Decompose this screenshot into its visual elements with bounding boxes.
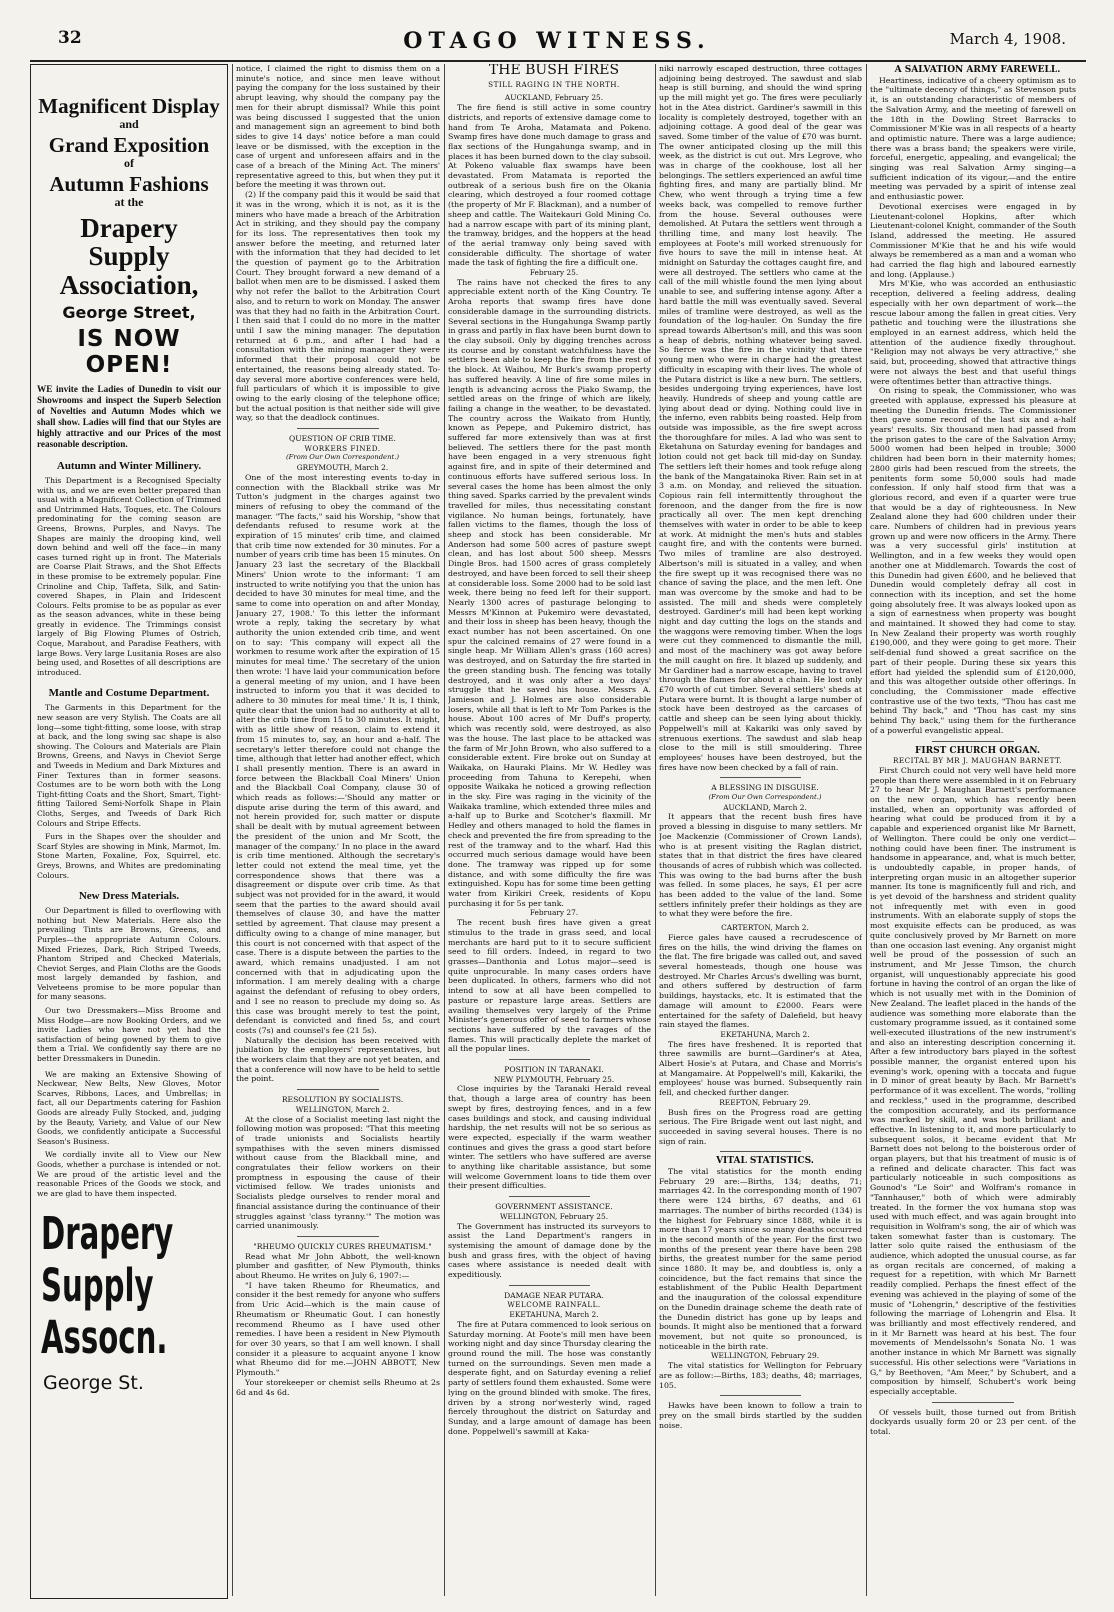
ad-now-open: IS NOW OPEN! [77, 325, 181, 378]
ad-dressmakers-text: Our two Dressmakers—Miss Broome and Miss Hodge—are now Booking Orders, and we invite Ladies who have not yet had the satisfaction of being gowned by them to give them a Trial. We confidently say there are no better Dressmakers in Dunedin. [37, 1006, 221, 1064]
article-paragraph: Fierce gales have caused a recrudescence of fires on the hills, the wind driving the flames on the flat. The fire brigade was called out, and saved several homesteads, though one house was destroyed. Mr Charles Arcus's dwelling was burnt, and others suffered by destruction of farm buildings, haystacks, etc. It is estimated that the damage will amount to £2000. Fears were entertained for the safety of Dalefield, but heavy rain stayed the flames. [659, 932, 862, 1030]
correspondent-credit: (From Our Own Correspondent.) [285, 453, 400, 462]
dateline: February 27. [529, 908, 579, 918]
salvation-army-heading: A SALVATION ARMY FAREWELL. [894, 65, 1061, 75]
article-separator [720, 1151, 801, 1152]
header-rule [30, 60, 1086, 62]
correspondent-credit: (From Our Own Correspondent.) [708, 793, 822, 802]
newspaper-title: OTAGO WITNESS. [403, 28, 711, 54]
dateline: WELLINGTON, February 25. [499, 1211, 609, 1221]
article-separator [932, 1402, 1014, 1403]
article-separator [932, 741, 1014, 742]
article-paragraph: Bush fires on the Progress road are getting serious. The Fire Brigade went out last night, and succeeded in saving several houses. There is no sign of rain. [659, 1107, 862, 1146]
ad-mantle-heading: Mantle and Costume Department. [48, 687, 210, 700]
article-paragraph: The rains have not checked the fires to any appreciable extent north of the King Country. Te Aroha reports that swamp fires have done considerable damage in the surrounding districts. Several sections in the Hungahunga Swamp partly in grass and partly in flax have been burnt down to the clay subsoil. Only by digging trenches across its course and by constant watchfulness have the settlers been able to keep the fire from the rest of the block. At Waihou, Mr Burk's swamp property has suffered heavily. A line of fire some miles in length is advancing across the Piako Swamp, the settled areas on the fringe of which are likely, failing a change in the weather, to be devastated. The country across the Waikato from Huntly, known as Pepepe, and Pukemiro district, has suffered far more extensively than was at first believed. The settlers there for the past month have been engaged in a very strenuous fight against fire, and in spite of their determined and continuous efforts have suffered serious loss. In several cases the home has been almost the only thing saved. Sparks carried by the prevalent winds travelled for miles, thus necessitating constant vigilance. No human beings, fortunately, have fallen victims to the flames, though the loss of sheep and stock has been considerable. Mr Anderson had some 500 acres of pasture swept clean, and has lost about 500 sheep. Messrs Dingle Bros. had 1500 acres of grass completely destroyed, and have been forced to sell their sheep at considerable loss. Some 2000 had to be sold last week, there being no feed left for their support. Nearly 1300 acres of pasturage belonging to Messrs M'Kinnon at Pukemiro were devastated, and their loss in sheep has been heavy, though the exact number has not been ascertained. On one spur the calcined remains of 27 were found in a single heap. Mr William Allen's grass (160 acres) was destroyed, and on Saturday the fire started in the green standing bush. The fencing was totally destroyed, and it was only after a two days' struggle that he saved his house. Messrs A. Jamieson and J. Holmes are also considerable losers, while all that is left to Mr Tom Parkes is the house. About 100 acres of Mr Duff's property, which was recently sold, were destroyed, as also was the house. The last place to be attacked was the farm of Mr John Brown, who also suffered to a considerable extent. Fire broke out on Sunday at Waikaka, on Hauraki Plains. Mr W. Hedley was proceeding from Tahuna to Kerepehi, when opposite Waikaka he noticed a growing reflection in the sky. Fire was raging in the vicinity of the Waikaka tramline, which extended three miles and a-half up to Burke and Scotcher's flaxmill. Mr Hedley and others managed to hold the flames in check and prevented the fire from spreading to the rest of the tramway and to the wharf. Had this occurred much serious damage would have been done. The tramway was ripped up for some distance, and with some difficulty the fire was extinguished. Kopu has for some time been getting water from Kirikiri Creek, residents of Kopu purchasing it for 5s per tank. [448, 277, 651, 908]
ad-and: and [119, 117, 139, 132]
article-paragraph: Naturally the decision has been received with jubilation by the employers' representatives, but the workers claim that they are not yet beaten, and that a conference will now have to be held to settle the point. [236, 1035, 440, 1084]
article-separator [509, 1196, 590, 1197]
column-divider [866, 64, 867, 1596]
column-2 [236, 64, 440, 1599]
article-separator [509, 1059, 590, 1060]
article-paragraph: On rising to speak, the Commissioner, who was greeted with applause, expressed his pleasure at meeting the Dunedin friends. The Commissioner then gave some record of the last six and a-half years' results. Six thousand men had passed from the prison gates to the care of the Salvation Army; 5000 women had been helped in trouble; 3000 children had been born in their maternity homes; 2800 girls had been rescued from the streets, the penitents form some 50,000 souls had made confession. If only half stood firm that was a glorious record, and even if a quarter were true that would be a day of righteousness. In New Zealand alone they had 600 children under their care. Numbers of children had in previous years grown up and were now officers in the Army. There was a very successful girls' institution at Wellington, and in a few weeks they would open another one at Middlemarch. Towards the cost of this Dunedin had given £600, and he believed that Dunedin would completely defray all cost in connection with its inception, and set the home going absolutely free. It was always looked upon as a sign of earnestness when property was bought and maintained. It showed they had come to stay. In New Zealand their property was worth roughly £190,000, and they were going to get more. Their self-denial fund showed a great sacrifice on the part of their people. During these six years this effort had yielded the splendid sum of £120,000, and this was altogether outside other offerings. In concluding, the Commissioner made effective contrastive use of the two texts, "Thou has cast me behind Thy back," and "Thou has cast my sins behind Thy back," using them for the furtherance of a powerful evangelistic appeal. [870, 386, 1076, 735]
ad-association: Association, [59, 269, 199, 300]
putara-heading: DAMAGE NEAR PUTARA. [504, 1290, 604, 1300]
putara-subheading: WELCOME RAINFALL. [507, 1300, 601, 1310]
ad-mantle-text: The Garments in this Department for the new season are very Stylish. The Coats are all long—some tight-fitting, some loose, with strap at back, and the long swing sac shape is also showing. The Colours and Materials are Plain Browns, Greens, and Navys in Cheviot Serge and Tweeds in Medium and Dark Mixtures and Finer Textures than in former seasons. Costumes are to be worn both with the Long Tight-fitting Coats and the Short, Smart, Tight-fitting Tailored Semi-Norfolk Shape in Plain Cloths, Serges, and Tweeds of Dark Rich Colours and Stripe Effects. [37, 703, 221, 828]
article-separator [297, 428, 379, 429]
article-paragraph: The fire fiend is still active in some country districts, and reports of extensive damage come to hand from Te Aroha, Matamata and Pokeno. Swamp fires have done much damage to grass and flax sections of the Hungahunga swamp, and in places it has been burned down to the clay subsoil. At Pokeno valuable flax swamps have been devastated. From Matamata is reported the outbreak of a serious bush fire on the Okania clearing, which destroyed a four roomed cottage (the property of Mr F. Blackman), and a number of sheep and cattle. The Waitekauri Gold Mining Co. had a narrow escape with part of its mining plant, the tramway, bridges, and the hoppers at the head of the aerial tramway only being saved with considerable difficulty. The shortage of water made the task of fighting the fire a difficult one. [448, 103, 651, 268]
column-divider [444, 64, 445, 1596]
article-paragraph: It appears that the recent bush fires have proved a blessing in disguise to many settlers. Mr Joe Mackenzie (Commissioner of Crown Lands), who is at present visiting the Raglan district, states that in that district the fires have cleared thousands of acres of rubbish which was collected. This was owing to the bad burns after the bush was felled. In some places, he says, £1 per acre has been added to the value of the land. Some settlers infinitely prefer their holdings as they are to what they were before the fire. [659, 812, 862, 919]
ad-address: George St. [43, 1372, 144, 1395]
ad-of: of [124, 156, 134, 171]
dateline: GREYMOUTH, March 2. [296, 463, 389, 473]
dateline: EKETAHUNA, March 2. [509, 1310, 599, 1320]
dateline: CARTERTON, March 2. [721, 923, 809, 933]
article-paragraph: The fire at Putara commenced to look serious on Saturday morning. At Foote's mill men have been working night and day since Thursday clearing the ground round the mill. The hose was constantly turned on the surroundings. Seven men made a desperate fight, and on Saturday evening a relief party of settlers found them exhausted. Some were lying on the ground blinded with smoke. The fires, driven by a strong nor'westerly wind, raged fiercely throughout the district on Saturday and Sunday, and a large amount of damage has been done. Poppelwell's sawmill at Kaka- [448, 1319, 651, 1436]
article-separator [297, 1089, 379, 1090]
article-paragraph: At the close of a Socialist meeting last night the following motion was proposed: "That this meeting of trade unionists and Socialists heartily sympathises with the seven miners dismissed without cause from the Blackball mine, and congratulates their fellow workers on their promptness in espousing the cause of their victimised fellow. We trades unionists and Socialists pledge ourselves to render moral and financial assistance during the continuance of their struggles against 'class tyranny.'" The motion was carried unanimously. [236, 1114, 440, 1231]
dateline: February 25. [529, 268, 579, 278]
dateline: WELLINGTON, February 29. [710, 1351, 820, 1361]
article-paragraph: The fires have freshened. It is reported that three sawmills are burnt—Gardiner's at Atea, Albert Hosie's at Putara, and Chase and Morris's at Mangamaire. At Poppelwell's mill, Kakariki, the employees' house was burned. Subsequently rain fell, and checked further danger. [659, 1039, 862, 1098]
ad-headline: Magnificent Display [38, 94, 220, 118]
article-separator [509, 1285, 590, 1286]
ad-footer-supply: Supply [41, 1259, 154, 1313]
vital-statistics-heading: VITAL STATISTICS. [716, 1156, 814, 1167]
article-separator [720, 1395, 801, 1396]
ad-exposition: Grand Exposition [48, 133, 210, 158]
ad-millinery-heading: Autumn and Winter Millinery. [56, 459, 202, 472]
ad-millinery-text: This Department is a Recognised Specialty with us, and we are even better prepared than usual with a Magnificent Collection of Trimmed and Untrimmed Hats, Toques, etc. The Colours predominating for the coming season are Greens, Browns, Purples, and Navys. The Shapes are mainly the drooping kind, well down behind and well off the face—in many cases turned right up in front. The Materials are Coarse Plait Straws, and the Shot Effects in these promise to be extremely popular. Fine Crinoline and Chip, Taffeta, Silk, and Satin-covered Shapes, in Plain and Iridescent Colours. Felts promise to be as popular as ever as the season advances, white in these being greatly in evidence. The Trimmings consist largely of Big Flowing Plumes of Ostrich, Coque, Marabout, and Paradise Feathers, with large Bows. Very large Lusitania Roses are also being used, and Rosettes of all descriptions are introduced. [37, 475, 221, 677]
crib-time-heading: QUESTION OF CRIB TIME. [289, 434, 396, 444]
bush-fires-heading: THE BUSH FIRES [488, 64, 620, 78]
article-paragraph: The Government has instructed its surveyors to assist the Land Department's rangers in systemising the amount of damage done by the bush and grass fires, with the object of having cases where assistance is needed dealt with expeditiously. [448, 1221, 651, 1280]
ad-neckwear-text: We are making an Extensive Showing of Neckwear, New Belts, New Gloves, Motor Scarves, Ribbons, Laces, and Umbrellas; in fact, all our Departments catering for Fashion Goods are already Fully Stocked, and, judging by the Beauty, Variety, and Value of our New Goods, we confidently anticipate a Successful Season's Business. [37, 1069, 221, 1146]
government-assistance-heading: GOVERNMENT ASSISTANCE. [495, 1202, 613, 1212]
ad-at-the: at the [114, 195, 144, 210]
article-paragraph: First Church could not very well have held more people than there were assembled in it on February 27 to hear Mr J. Maughan Barnett's performance on the new organ, which has recently been installed, when an opportunity was afforded of hearing what could be produced from it by a capable and experienced organist like Mr Barnett, of Wellington. There could be only one verdict—nothing could have been finer. The instrument is handsome in appearance, and, what is much better, is undoubtedly capable, in proper hands, of interpreting organ music in an altogether superior manner. Its tone is magnificently full and rich, and is yet devoid of the harshness and strident quality not infrequently met with even in good instruments. With an elaborate supply of stops the most exquisite effects can be produced, as was quite conclusively proved by Mr Barnett on more than one occasion last evening. Any organist might well be proud of the possession of such an instrument, and Mr Jesse Timson, the church organist, will unquestionably appreciate his good fortune in having the control of an organ the like of which is not usually met with in the Dominion of New Zealand. The leaflet placed in the hands of the audience was something more elaborate than the customary programme issued, as it contained some well-executed illustrations of the new instrument's and also an interesting description concerning it. After a few introductory bars played in the softest possible manner, the organist entered upon his evening's work, opening with a toccata and fugue in D minor of great beauty by Bach. Mr Barnett's performance of it was excellent. The words, "rolling and reckless," used in the programme, described the composition accurately, and its performance was marked by skill, and was both brilliant and effective. In listening to it, and more particularly to subsequent solos, it became evident that Mr Barnett does not belong to the boisterous order of organ players, but that his treatment of music is of a refined and delicate character. This fact was particularly noticeable in such compositions as Gounod's "Le Soir" and Wolfram's romance in "Tannhauser," both of which were admirably treated. In the former the vox humana stop was used with much effect, and was again brought into requisition in Wolfram's song, the air of which was taken somewhat faster than is customary. The latter solo quite raised the enthusiasm of the audience, which adopted the unusual course, as far as organ recitals are concerned, of making a request for a repetition, with which Mr Barnett readily complied. Perhaps the finest effect of the evening was achieved in the playing of some of the music of "Lohengrin," descriptive of the festivities following the marriage of Lohengrin and Elsa. It was brilliantly and most effectively rendered, and in it Mr Barnett was heard at his best. The four movements of Mendelssohn's Sonata No. 1 was another instance in which Mr Barnett was signally successful. His other selections were "Variations in G," by Beethoven, "Am Meer," by Schubert, and a composition by himself, Schubert's work being especially acceptable. [870, 765, 1076, 1396]
column-3 [448, 64, 651, 1599]
article-paragraph: Hawks have been known to follow a train to prey on the small birds startled by the sudden noise. [659, 1401, 862, 1430]
masthead [0, 0, 1114, 62]
dateline: AUCKLAND, March 2. [723, 802, 807, 812]
ad-dress-text: Our Department is filled to overflowing with nothing but New Materials. Here also the prevailing Tints are Browns, Greens, and Purples—the appropriate Autumn Colours. Mixed Friezes, Dark, Rich Striped Tweeds, Phantom Striped and Checked Materials, Cheviot Serges, and Plain Cloths are the Goods most largely demanded by fashion, and Velveteens promise to be more popular than for many seasons. [37, 906, 221, 1002]
ad-autumn-fashions: Autumn Fashions [49, 172, 209, 197]
article-paragraph: One of the most interesting events to-day in connection with the Blackball strike was Mr Tutton's judgment in the charges against two miners of refusing to obey the command of the manager. "The facts," said his Worship, "show that defendants refused to resume work at the expiration of 15 minutes' crib time, and claimed that crib time now extended for 30 minutes. For a number of years crib time has been 15 minutes. On January 23 last the secretary of the Blackball Miners' Union wrote to the informant: 'I am instructed to write notifying you that the union has decided to have 30 minutes for meal time, and the same to come into operation on and after Monday, January 27, 1908.' To this letter the informant wrote a reply, taking the secretary by what authority the union extended crib time, and went on to say: 'This company will expect all the workmen to resume work after the expiration of 15 minutes for meal time.' The secretary of the union then wrote: 'I have laid your communication before a general meeting of my union, and I have been instructed to inform you that it was decided to adhere to 30 minutes for meal time.' It is, I think, quite clear that the union had no authority at all to alter the crib time from 15 to 30 minutes. It might, with as little show of reason, claim to extend it from 15 minutes to, say, an hour and a-half. The secretary's letter therefore could not change the time, although that letter had another effect, which I shall presently mention. There is an award in force between the Blackball Coal Miners' Union and the Blackball Coal Company, clause 30 of which reads as follows:—'Should any matter or dispute arise during the term of this award, and not herein provided for, such matter or dispute shall be dealt with by mutual agreement between the president of the union and Mr Scott, the manager of the company.' In no place in the award is crib time mentioned. Although the secretary's letter could not extend the meal time, yet the correspondence shows that there was a disagreement or dispute over crib time. As that subject was not provided for in the award, it would seem that the parties to the award should avail themselves of clause 30, and have the matter settled by agreement. That clause may present a difficulty owing to a change of mine manager, but this court is not concerned with that aspect of the case. There is a dispute between the parties to the award, which remains unadjusted. I am not concerned with that in adjudicating upon the information. I am merely dealing with a charge against the defendant of refusing to obey orders, and I see no reason to preclude my doing so. As this case was brought merely to test the point, defendant is convicted and fined 5s, and court costs (7s) and counsel's fee (21 5s). [236, 472, 440, 1035]
article-paragraph: notice, I claimed the right to dismiss them on a minute's notice, and since men leave without paying the company for the loss sustained by their abrupt leaving, why should the company pay the men for their abrupt dismissal? While this point was being discussed I suggested that the union and management sign an agreement to bind both sides to give 14 days' notice before a man could leave or be dismissed, with the exception in the case of urgent and unforeseen affairs and in the case of a breach of the Mining Act. The miners' representative agreed to this, but when they put it before the meeting it was thrown out. [236, 64, 440, 190]
issue-date: March 4, 1908. [949, 30, 1066, 48]
ad-george-street: George Street, [62, 303, 196, 323]
article-separator [297, 1236, 379, 1237]
article-paragraph: The vital statistics for the month ending February 29 are:—Births, 134; deaths, 71; marriages 42. In the corresponding month of 1907 there were 124 births, 67 deaths, and 61 marriages. The number of births recorded (134) is the highest for February since 1888, while it is more than 17 years since so many deaths occurred in the second month of the year. For the first two months of the present year there have been 298 births, the greatest number for the same period since 1880. It may be, and doubtless is, only a coincidence, but the fact remains that since the establishment of the Public Health Department and the inauguration of the colossal expenditure on the Dunedin drainage scheme the death rate of the Dunedin district has gone up by leaps and bounds. It might also be mentioned that a forward movement, but not quite so pronounced, is noticeable in the birth rate. [659, 1167, 862, 1351]
article-paragraph: Your storekeeper or chemist sells Rheumo at 2s 6d and 4s 6d. [236, 1377, 440, 1397]
column-5 [870, 64, 1076, 1599]
rheumo-heading: "RHEUMO QUICKLY CURES RHEUMATISM." [253, 1241, 432, 1251]
column-4 [659, 64, 862, 1599]
article-paragraph: Mrs M'Kie, who was accorded an enthusiastic reception, delivered a feeling address, dealing especially with her own department of work—the rescue labour among the fallen in great cities. Very pathetic and touching were the illustrations she employed in an earnest address, which held the attention of the audience fixedly throughout. "Religion may not always be very attractive," she said, but, proceeding, showed that attractive things were not always the best and that useful things were oftentimes better than attractive things. [870, 279, 1076, 386]
socialists-heading: RESOLUTION BY SOCIALISTS. [281, 1095, 404, 1105]
ad-drapery-supply: Drapery Supply [80, 213, 178, 272]
dateline: REEFTON, February 29. [719, 1097, 811, 1107]
article-paragraph: (2) If the company paid this it would be said that it was in the wrong, which it is not, as it is the miners who have made a breach of the Arbitration Act in striking, and they should pay the company for its loss. The representatives then took my answer before the meeting, and returned later with the information that they had decided to let the question of payment go to the Arbitration Court. They brought forward a new demand of a ballot when men are to be dismissed. I asked them why not refer the ballot to the Arbitration Court also, and to return to work on Monday. The answer was that they had no faith in the Arbitration Court. I then said that I could do no more in the matter until I saw the mining manager. The deputation returned at 6 p.m., and after I had had a consultation with the mining manager they were informed that their proposal could not be entertained, the reasons being already stated. To-day several more abortive conferences were held, full particulars of which it is impossible to give owing to the early closing of the telephone office; but the actual position is that neither side will give way, so that the deadlock continues. [236, 190, 440, 423]
crib-time-subheading: WORKERS FINED. [304, 443, 381, 453]
column-divider [232, 64, 233, 1596]
bush-fires-subheading: STILL RAGING IN THE NORTH. [488, 79, 620, 89]
article-paragraph: niki narrowly escaped destruction, three cottages adjoining being destroyed. The sawdust and slab heap is still burning, and should the wind spring up the mill might yet go. The fires were peculiarly hot in the Atea district. Gardiner's sawmill in this locality is completely destroyed, together with an adjoining cottage. A good deal of the gear was saved. Some timber of the value of £70 was burnt. The owner anticipated closing up the mill this week, as the district is cut out. Mrs Legrove, who was in charge of the cookhouse, lost all her belongings. The settlers experienced an awful time fighting fires, and many are partially blind. Mr Chew, who went through a trying time a few weeks back, was compelled to remove further from the house. Several outhouses were demolished. At Putara the settlers went through a thrilling time, and many lost heavily. The employees at Foote's mill worked strenuously for five hours to save the mill in intense heat. At midnight on Saturday the cottages caught fire, and were all destroyed. The settlers who came at the call of the mill whistle found the men lying about unable to see, and suffering intense agony. After a hard battle the mill was eventually saved. Several miles of tramline were destroyed, as well as the foundation of the log-hauler. On Sunday the fire spread towards Albertson's mill, and this was soon a heap of debris, nothing whatever being saved. So fierce was the fire in the vicinity that three young men who were in charge had the greatest difficulty in escaping with their lives. The whole of the Putara district is like a new burn. The settlers, besides undergoing trying experiences, have lost heavily. Hundreds of sheep and young cattle are lying about dead or dying. Nothing could live in the inferno, even rabbits being roasted. Help from outside was impossible, as the fire swept across the thoroughfare for miles. A lad who was sent to Eketahuna on Saturday evening for bandages and lotion could not get back till mid-day on Sunday. The settlers left their homes and took refuge along the bank of the Mangatainoka River. Rain set in at 3 a.m. on Monday, and relieved the situation. Copious rain fell intermittently throughout the forenoon, and the danger from the fire is now practically all over. The men kept drenching themselves with water in order to be able to keep at work. At midnight the men's huts and stables caught fire, and with the contents were burned. Two miles of tramline are also destroyed. Albertson's mill is situated in a valley, and when the fire swept up it was recognised there was no chance of saving the place, and the men left. One man was overcome by the smoke and had to be assisted. The mill and sheds were completely destroyed. Gardiner's mill had been kept working night and day cutting the logs on the stands and the waggons were removing timber. When the logs were cut they commenced to dismantle the mill, and most of the machinery was got away before the mill caught on fire. It blazed up suddenly, and Mr Gardiner had a narrow escape, having to travel through the flames for about a chain. He lost only £70 worth of cut timber. Several settlers' sheds at Putara were burnt. It is thought a large number of stock have been destroyed as the carcases of cattle and sheep can be seen lying about thickly. Poppelwell's mill at Kakariki was only saved by strenuous exertions. The sawdust and slab heap close to the mill is still smouldering. Three employees' houses have been destroyed, but the fires have now been checked by a fall of rain. [659, 64, 862, 772]
dateline: NEW PLYMOUTH, February 25. [493, 1074, 615, 1084]
blessing-heading: A BLESSING IN DISGUISE. [711, 783, 819, 793]
article-paragraph: Close inquiries by the Taranaki Herald reveal that, though a large area of country has been swept by fires, destroying fences, and in a few cases buildings and stock, and causing individual hardship, the net results will not be so serious as were expected, especially if the warm weather continues and gives the grass a good start before winter. The settlers who have suffered are averse to anything like charitable assistance, but some will welcome Government loans to tide them over their present difficulties. [448, 1084, 651, 1191]
article-paragraph: Devotional exercises were engaged in by Lieutenant-colonel Hopkins, after which Lieutenant-colonel Knight, commander of the South Island, addressed the meeting. He assured Commissioner M'Kie that he and his wife would always be remembered as a man and a woman who had carried the flag high and laboured earnestly and long. (Applause.) [870, 201, 1076, 279]
dateline: EKETAHUNA, March 2. [720, 1029, 810, 1039]
taranaki-heading: POSITION IN TARANAKI. [504, 1065, 604, 1075]
article-separator [720, 777, 801, 778]
article-paragraph: Of vessels built, those turned out from British dockyards usually form 20 or 23 per cent. of the total. [870, 1407, 1076, 1437]
article-paragraph: The recent bush fires have given a great stimulus to the trade in grass seed, and local merchants are hard put to it to secure sufficient seed to fill orders. Indeed, in regard to two grasses—Danthonia and Lotus major—seed is quite unprocurable. In many cases orders have been duplicated. In others, farmers who did not intend to sow at all have been compelled to pasture or repasture large areas. Settlers are availing themselves very largely of the Prime Minister's generous offer of seed to farmers whose sections have suffered by the ravages of the flames. This will practically deplete the market of all the popular lines. [448, 918, 651, 1054]
dateline: AUCKLAND, February 25. [504, 93, 604, 103]
organ-subheading: RECITAL BY MR J. MAUGHAN BARNETT. [892, 756, 1063, 766]
column-divider [655, 64, 656, 1596]
ad-furs-text: Furs in the Shapes over the shoulder and Scarf Styles are showing in Mink, Marmot, Im. Stone Marten, Foxaline, Fox, Squirrel, etc. Greys, Browns, and Whites are predominating Colours. [37, 832, 221, 880]
article-paragraph: Read what Mr John Abbott, the well-known plumber and gasfitter, of New Plymouth, thinks about Rheumo. He writes on July 6, 1907:— [236, 1251, 440, 1281]
article-paragraph: Heartiness, indicative of a cheery optimism as to the "ultimate decency of things," as Stevenson puts it, is an outstanding characteristic of members of the Salvation Army, and the meeting of farewell on the 18th in the Dowling Street Barracks to Commissioner M'Kie was in all respects of a hearty and optimistic nature. There was a large audience; there was a brass band; the speakers were virile, forceful, energetic, appealing, and evangelical; the singing was real Salvation Army singing—a sufficient indication of its vigour,—and the entire meeting was pervaded by a spirit of intense zeal and enthusiastic power. [870, 75, 1076, 202]
organ-heading: FIRST CHURCH ORGAN. [915, 745, 1040, 756]
ad-footer-drapery: Drapery [41, 1207, 174, 1261]
ad-dress-heading: New Dress Materials. [78, 890, 180, 903]
ad-footer-logo [41, 1207, 174, 1365]
article-paragraph: The vital statistics for Wellington for February are as follow:—Births, 183; deaths, 48; marriages, 105. [659, 1361, 862, 1390]
ad-invite-text: We cordially invite all to View our New Goods, whether a purchase is intended or not. We are proud of the artistic level and the reasonable Prices of the Goods we stock, and we are glad to have them inspected. [37, 1150, 221, 1198]
ad-footer-assocn: Assocn. [41, 1311, 168, 1365]
article-paragraph: "I have taken Rheumo for Rheumatics, and consider it the best remedy for anyone who suffers from Uric Acid—which is the main cause of Rheumatism or Rheumatic Gout. I can honestly recommend Rheumo as I have used other remedies. I have been a resident in New Plymouth for over 30 years, so that I am well known. I shall consider it a pleasure to acquaint anyone I know what Rheumo did for me.—JOHN ABBOTT, New Plymouth." [236, 1280, 440, 1378]
dateline: WELLINGTON, March 2. [295, 1104, 390, 1114]
page-number: 32 [58, 28, 82, 48]
drapery-advertisement [30, 64, 228, 1599]
ad-intro-text: WE invite the Ladies of Dunedin to visit our Showrooms and inspect the Superb Selection of Novelties and Autumn Modes which we shall show. Ladies will find that our Styles are highly attractive and our Prices of the most reasonable description. [37, 383, 221, 449]
